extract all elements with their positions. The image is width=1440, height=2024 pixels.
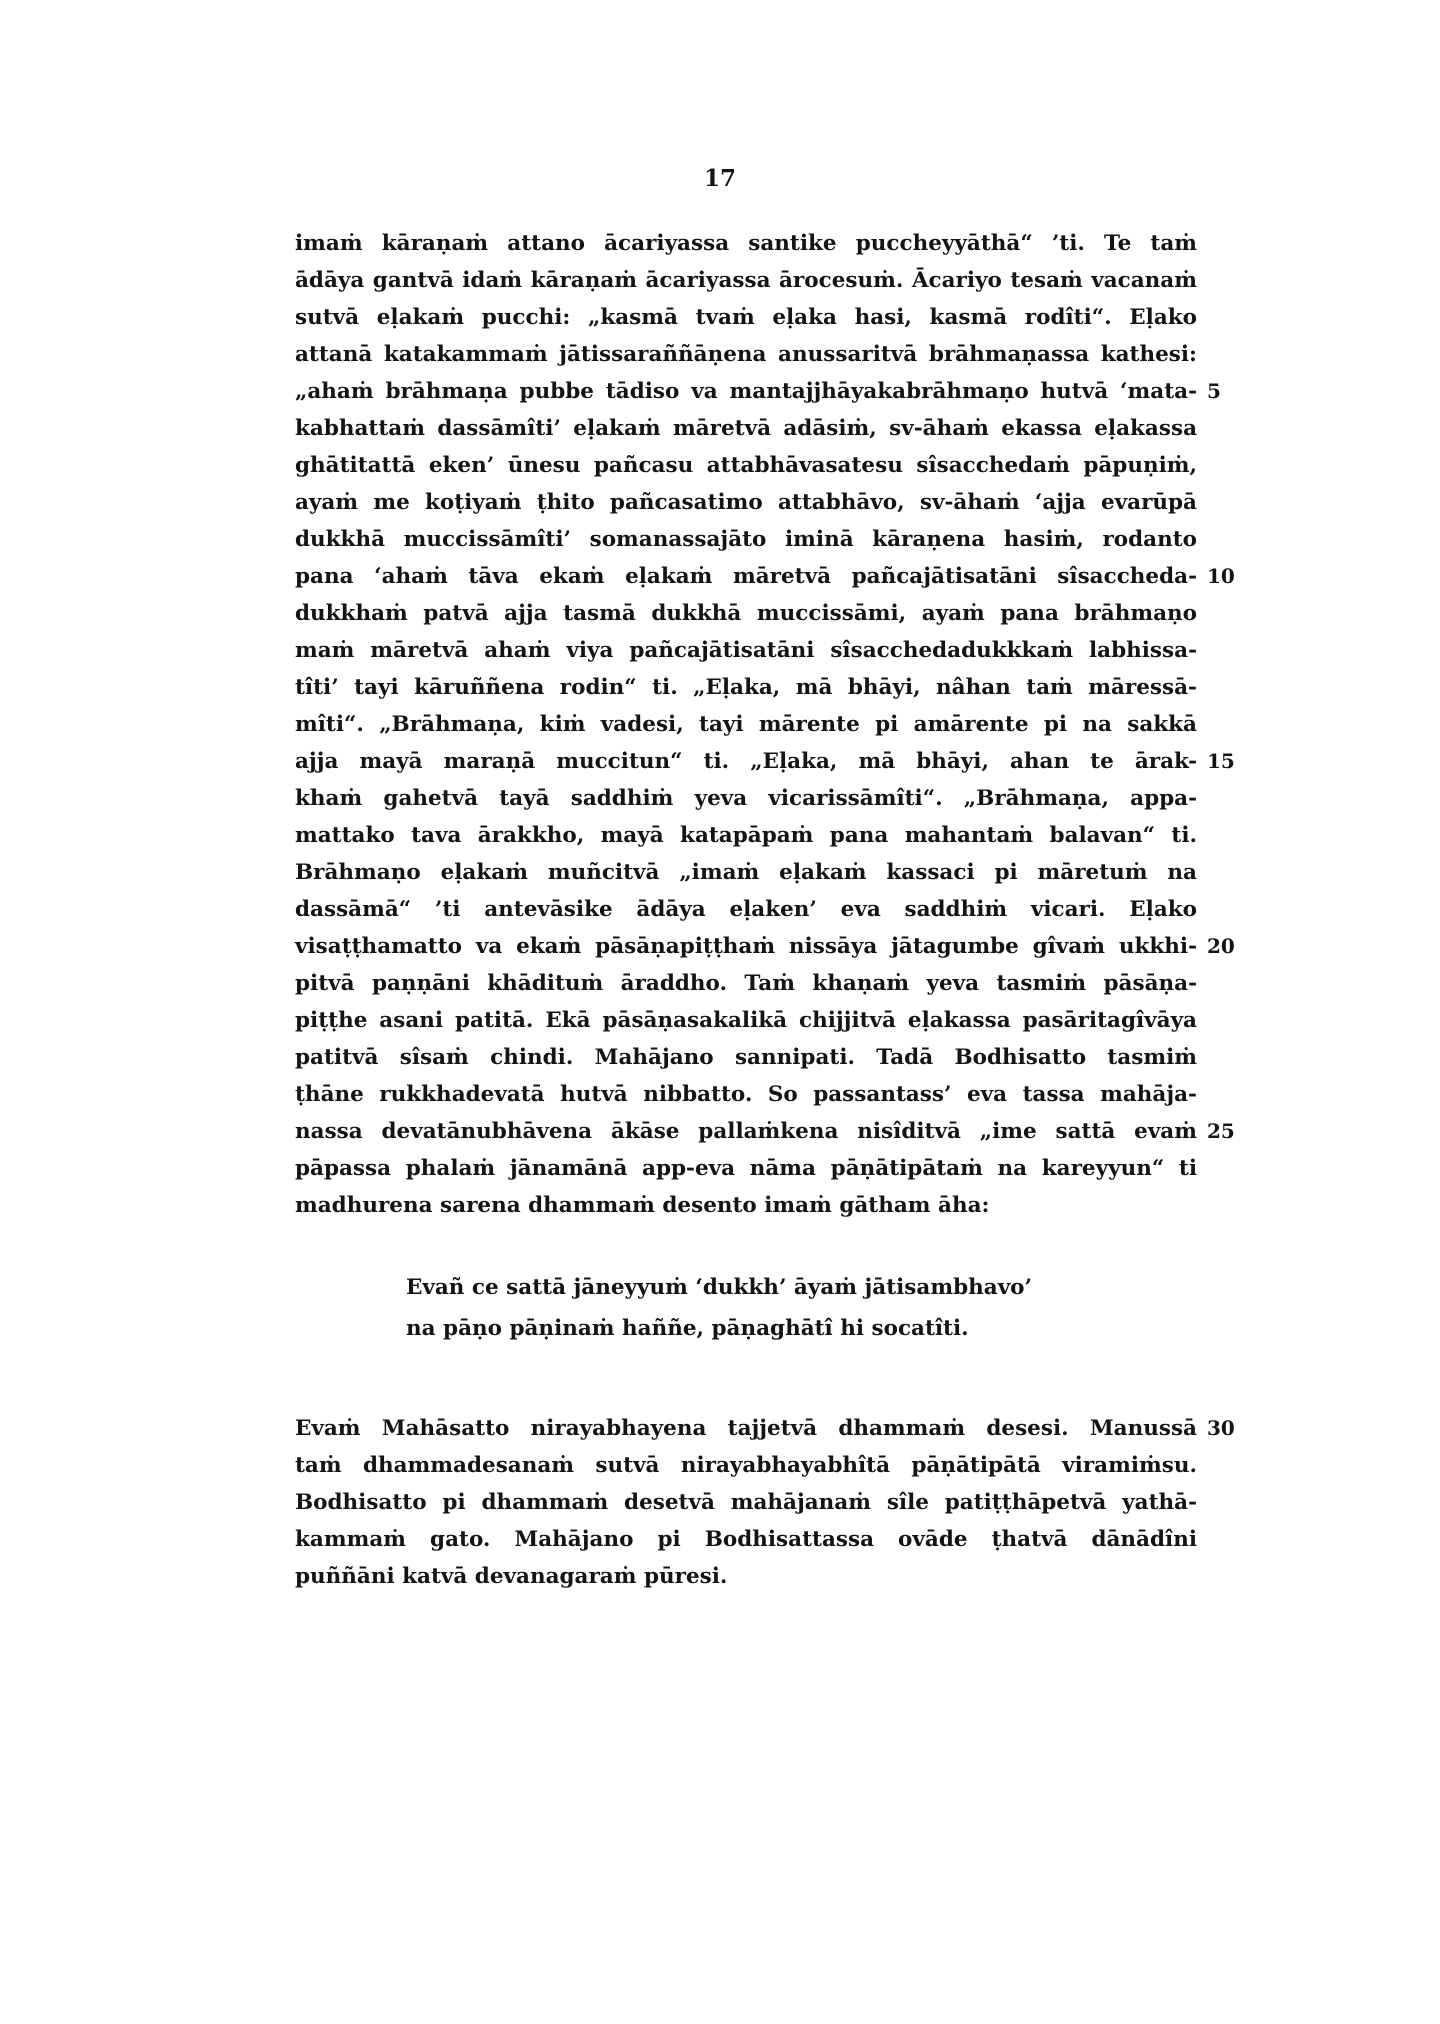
- line-text: sutvā eḷakaṁ pucchi: „kasmā tvaṁ eḷaka hasi, kasmā rodîti“. Eḷako: [295, 305, 1197, 330]
- text-line: [295, 669, 1197, 706]
- line-text: dukkhā muccissāmîti’ somanassajāto iminā kāraṇena hasiṁ, rodanto: [295, 527, 1197, 552]
- text-line: [295, 262, 1197, 299]
- line-text: Brāhmaṇo eḷakaṁ muñcitvā „imaṁ eḷakaṁ kassaci pi māretuṁ na: [295, 860, 1197, 885]
- line-number-marker: 30: [1207, 1416, 1235, 1440]
- verse-line: na pāṇo pāṇinaṁ haññe, pāṇaghātî hi socatîti.: [406, 1316, 969, 1341]
- text-line: [295, 1039, 1197, 1076]
- line-text: visaṭṭhamatto va ekaṁ pāsāṇapiṭṭhaṁ nissāya jātagumbe gîvaṁ ukkhi-: [295, 934, 1197, 959]
- text-line: [295, 1558, 1197, 1595]
- line-text: khaṁ gahetvā tayā saddhiṁ yeva vicarissāmîti“. „Brāhmaṇa, appa-: [295, 786, 1197, 811]
- line-text: taṁ dhammadesanaṁ sutvā nirayabhayabhîtā pāṇātipātā viramiṁsu.: [295, 1453, 1197, 1478]
- line-text: Bodhisatto pi dhammaṁ desetvā mahājanaṁ sîle patiṭṭhāpetvā yathā-: [295, 1490, 1197, 1515]
- text-line: [295, 1150, 1197, 1187]
- line-text: pana ‘ahaṁ tāva ekaṁ eḷakaṁ māretvā pañcajātisatāni sîsaccheda-: [295, 564, 1197, 589]
- line-text: nassa devatānubhāvena ākāse pallaṁkena nisîditvā „ime sattā evaṁ: [295, 1119, 1197, 1144]
- line-text: patitvā sîsaṁ chindi. Mahājano sannipati. Tadā Bodhisatto tasmiṁ: [295, 1045, 1197, 1070]
- text-line: [295, 780, 1197, 817]
- text-line: [295, 1002, 1197, 1039]
- line-text: kammaṁ gato. Mahājano pi Bodhisattassa ovāde ṭhatvā dānādîni: [295, 1527, 1197, 1552]
- paragraph-2: [295, 1410, 1235, 1595]
- line-text: mîti“. „Brāhmaṇa, kiṁ vadesi, tayi mārente pi amārente pi na sakkā: [295, 712, 1197, 737]
- line-number-marker: 20: [1207, 934, 1235, 958]
- text-line: [295, 965, 1197, 1002]
- text-line: [295, 1484, 1197, 1521]
- text-line: [295, 928, 1235, 965]
- line-text: pāpassa phalaṁ jānamānā app-eva nāma pāṇātipātaṁ na kareyyun“ ti: [295, 1156, 1197, 1181]
- line-text: pitvā paṇṇāni khādituṁ āraddho. Taṁ khaṇaṁ yeva tasmiṁ pāsāṇa-: [295, 971, 1197, 996]
- verse-line: Evañ ce sattā jāneyyuṁ ‘dukkh’ āyaṁ jātisambhavo’: [406, 1275, 1033, 1300]
- text-line: [295, 1410, 1235, 1447]
- line-text: puññāni katvā devanagaraṁ pūresi.: [295, 1564, 728, 1589]
- text-line: [295, 706, 1197, 743]
- paragraph-1: [295, 225, 1235, 1224]
- line-text: dukkhaṁ patvā ajja tasmā dukkhā muccissāmi, ayaṁ pana brāhmaṇo: [295, 601, 1197, 626]
- text-line: [295, 595, 1197, 632]
- line-text: tîti’ tayi kāruññena rodin“ ti. „Eḷaka, mā bhāyi, nâhan taṁ māressā-: [295, 675, 1197, 700]
- text-line: [295, 632, 1197, 669]
- line-number-marker: 15: [1207, 749, 1235, 773]
- line-text: mattako tava ārakkho, mayā katapāpaṁ pana mahantaṁ balavan“ ti.: [295, 823, 1197, 848]
- verse: [406, 1267, 1032, 1349]
- text-line: [295, 743, 1235, 780]
- line-number-marker: 10: [1207, 564, 1235, 588]
- text-line: [295, 558, 1235, 595]
- text-line: [295, 1447, 1197, 1484]
- text-line: [295, 410, 1197, 447]
- text-line: [295, 447, 1197, 484]
- line-text: „ahaṁ brāhmaṇa pubbe tādiso va mantajjhāyakabrāhmaṇo hutvā ‘mata-: [295, 379, 1197, 404]
- line-text: kabhattaṁ dassāmîti’ eḷakaṁ māretvā adāsiṁ, sv-āhaṁ ekassa eḷakassa: [295, 416, 1197, 441]
- text-line: [295, 484, 1197, 521]
- line-text: imaṁ kāraṇaṁ attano ācariyassa santike puccheyyāthā“ ’ti. Te taṁ: [295, 231, 1197, 256]
- line-text: dassāmā“ ’ti antevāsike ādāya eḷaken’ eva saddhiṁ vicari. Eḷako: [295, 897, 1197, 922]
- text-line: [295, 817, 1197, 854]
- line-number-marker: 25: [1207, 1119, 1235, 1143]
- text-line: [295, 891, 1197, 928]
- line-text: Evaṁ Mahāsatto nirayabhayena tajjetvā dhammaṁ desesi. Manussā: [295, 1416, 1197, 1441]
- text-line: [295, 1521, 1197, 1558]
- text-line: [295, 521, 1197, 558]
- line-text: piṭṭhe asani patitā. Ekā pāsāṇasakalikā chijjitvā eḷakassa pasāritagîvāya: [295, 1008, 1197, 1033]
- line-text: maṁ māretvā ahaṁ viya pañcajātisatāni sîsacchedadukkkaṁ labhissa-: [295, 638, 1197, 663]
- text-line: [295, 1076, 1197, 1113]
- line-text: ghātitattā eken’ ūnesu pañcasu attabhāvasatesu sîsacchedaṁ pāpuṇiṁ,: [295, 453, 1197, 478]
- line-text: attanā katakammaṁ jātissaraññāṇena anussaritvā brāhmaṇassa kathesi:: [295, 342, 1197, 367]
- text-line: [295, 1113, 1235, 1150]
- text-line: [295, 373, 1221, 410]
- line-text: ayaṁ me koṭiyaṁ ṭhito pañcasatimo attabhāvo, sv-āhaṁ ‘ajja evarūpā: [295, 490, 1197, 515]
- line-text: ādāya gantvā idaṁ kāraṇaṁ ācariyassa ārocesuṁ. Ācariyo tesaṁ vacanaṁ: [295, 268, 1197, 293]
- line-text: ajja mayā maraṇā muccitun“ ti. „Eḷaka, mā bhāyi, ahan te ārak-: [295, 749, 1197, 774]
- text-line: [295, 299, 1197, 336]
- line-text: madhurena sarena dhammaṁ desento imaṁ gātham āha:: [295, 1193, 990, 1218]
- text-line: [295, 1187, 1197, 1224]
- page-number: 17: [703, 165, 736, 192]
- text-line: [295, 336, 1197, 373]
- text-line: [295, 225, 1197, 262]
- line-number-marker: 5: [1207, 379, 1221, 403]
- text-line: [295, 854, 1197, 891]
- line-text: ṭhāne rukkhadevatā hutvā nibbatto. So passantass’ eva tassa mahāja-: [295, 1082, 1197, 1107]
